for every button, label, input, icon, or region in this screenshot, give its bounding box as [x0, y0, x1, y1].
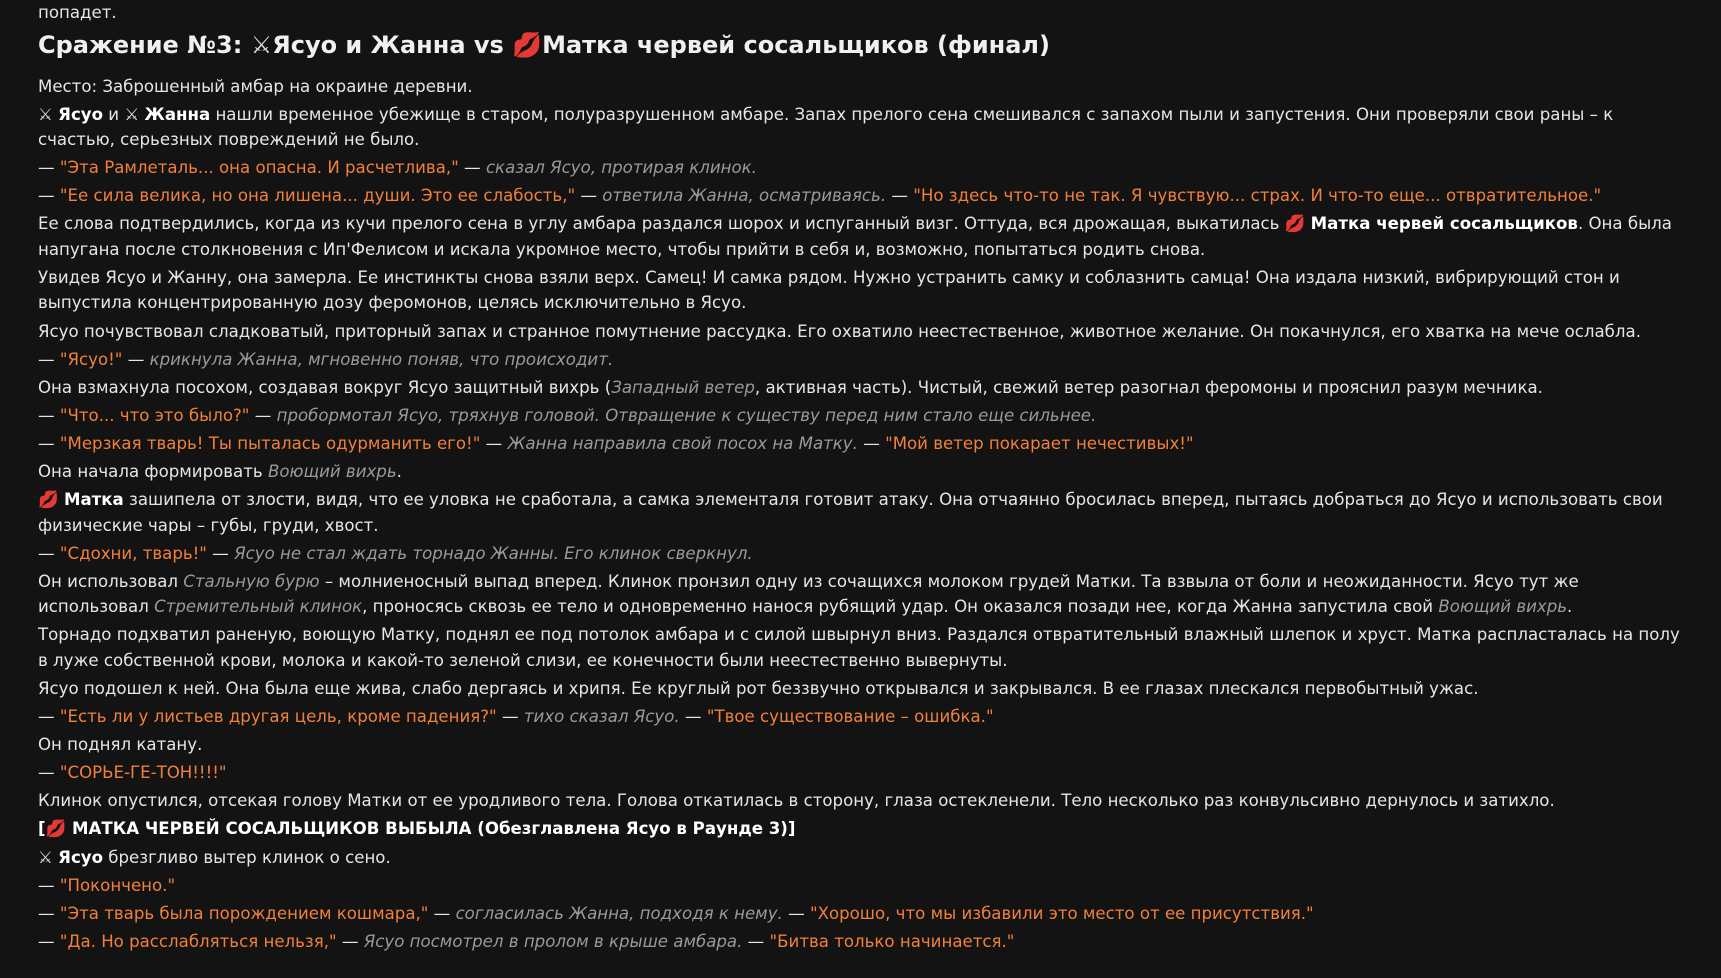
paragraph: [38, 375, 1683, 401]
paragraph: [38, 459, 1683, 485]
text: , активная часть). Чистый, свежий ветер разогнал феромоны и прояснил разум мечника.: [754, 377, 1543, 397]
paragraph: Он поднял катану.: [38, 735, 203, 755]
text: и: [103, 104, 125, 124]
paragraph: Клинок опустился, отсекая голову Матки от ее уродливого тела. Голова откатилась в сторону, глаза остекленели. Тело несколько раз конвульсивно дернулось и затихло.: [38, 791, 1555, 811]
quote: "Мерзкая тварь! Ты пыталась одурманить его!": [59, 433, 481, 453]
crossed-swords-icon: ⚔: [124, 104, 140, 124]
skill-name: Западный ветер: [611, 377, 755, 397]
quote: "Что... что это было?": [59, 405, 250, 425]
dash: —: [38, 405, 60, 425]
place-line: Место: Заброшенный амбар на окраине деревни.: [38, 76, 473, 96]
heading-part: Матка червей сосальщиков (финал): [542, 30, 1050, 59]
quote: "Ясуо!": [59, 349, 123, 369]
quote: "Ее сила велика, но она лишена... души. Это ее слабость,": [59, 186, 576, 206]
narration: Жанна направила свой посох на Матку.: [507, 433, 858, 453]
quote: "Эта тварь была порождением кошмара,": [59, 903, 429, 923]
paragraph: [38, 845, 1683, 871]
dash: —: [38, 875, 60, 895]
elimination-notice: [38, 816, 1683, 842]
skill-name: Воющий вихрь: [1438, 597, 1568, 617]
skill-name: Стремительный клинок: [154, 597, 363, 617]
character-name: Ясуо: [58, 847, 104, 867]
paragraph: [38, 102, 1683, 153]
text: нашли временное убежище в старом, полуразрушенном амбаре. Запах прелого сена смешивался с запахом пыли и запустения. Они проверяли свои раны – к счастью, серьезных повреждений не было.: [38, 104, 1614, 150]
dash: —: [782, 903, 810, 923]
text: , проносясь сквозь ее тело и одновременно нанося рубящий удар. Он оказался позади нее, когда Жанна запустила свой: [362, 597, 1439, 617]
text: – молниеносный выпад вперед. Клинок пронзил одну из сочащихся молоком грудей Матки. Та взвыла от боли и неожиданности. Ясуо тут же использовал: [38, 571, 1579, 617]
heading-part: Ясуо и Жанна vs: [272, 30, 513, 59]
dialogue-line: [38, 183, 1683, 209]
dash: —: [428, 903, 456, 923]
text: . Она была напугана после столкновения с Ип'Фелисом и искала укромное место, чтобы прийти в себя и, возможно, попытаться родить снова.: [38, 214, 1672, 259]
narration: крикнула Жанна, мгновенно поняв, что происходит.: [149, 349, 614, 369]
quote: "Сдохни, тварь!": [59, 543, 207, 563]
dialogue-line: [38, 347, 1683, 373]
text: Она начала формировать: [38, 462, 268, 482]
heading-part: Сражение №3:: [38, 30, 251, 59]
dash: —: [38, 186, 60, 206]
quote: "СОРЬЕ-ГЕ-ТОН!!!!": [59, 763, 227, 783]
text: зашипела от злости, видя, что ее уловка не сработала, а самка элементаля готовит атаку. Она отчаянно бросилась вперед, пытаясь добраться до Ясуо и использовать свои физические чары – губы, груди, хвост.: [38, 490, 1663, 535]
dialogue-line: [38, 901, 1683, 927]
narration: сказал Ясуо, протирая клинок.: [485, 158, 757, 178]
text: МАТКА ЧЕРВЕЙ СОСАЛЬЩИКОВ ВЫБЫЛА (Обезглавлена Ясуо в Раунде 3)]: [66, 819, 796, 839]
text: Она взмахнула посохом, создавая вокруг Ясуо защитный вихрь (: [38, 377, 612, 397]
dash: —: [480, 433, 508, 453]
narration: Ясуо не стал ждать торнадо Жанны. Его клинок сверкнул.: [234, 543, 753, 563]
dash: —: [886, 186, 914, 206]
dash: —: [206, 543, 235, 563]
quote: "Покончено.": [59, 875, 176, 895]
paragraph: Торнадо подхватил раненую, воющую Матку, поднял ее под потолок амбара и с силой швырнул вниз. Раздался отвратительный влажный шлепок и хруст. Матка распласталась на полу в луже собственной крови, молока и какой-то зеленой слизи, ее конечности были неестественно вывернуты.: [38, 625, 1680, 670]
bracket: [: [38, 819, 46, 839]
dash: —: [249, 405, 277, 425]
character-name: Жанна: [144, 104, 211, 124]
dialogue-line: [38, 873, 1683, 899]
dash: —: [122, 349, 150, 369]
skill-name: Стальную бурю: [183, 571, 320, 591]
dash: —: [679, 707, 707, 727]
narration: пробормотал Ясуо, тряхнув головой. Отвращение к существу перед ним стало еще сильнее.: [276, 405, 1097, 425]
paragraph: [38, 487, 1683, 538]
dash: —: [458, 158, 486, 178]
dash: —: [575, 186, 603, 206]
lips-icon: 💋: [1284, 214, 1306, 234]
dialogue-line: [38, 541, 1683, 567]
dash: —: [742, 931, 770, 951]
dash: —: [38, 433, 60, 453]
quote: "Хорошо, что мы избавили это место от ее присутствия.": [809, 903, 1314, 923]
dialogue-line: [38, 155, 1683, 181]
skill-name: Воющий вихрь: [267, 462, 397, 482]
character-name: Ясуо: [58, 104, 104, 124]
dash: —: [38, 543, 60, 563]
text: .: [396, 462, 402, 482]
paragraph: Увидев Ясуо и Жанну, она замерла. Ее инстинкты снова взяли верх. Самец! И самка рядом. Нужно устранить самку и соблазнить самца! Она издала низкий, вибрирующий стон и выпустила концентрированную дозу феромонов, целясь исключительно в Ясуо.: [38, 267, 1620, 313]
paragraph: Ясуо подошел к ней. Она была еще жива, слабо дергаясь и хрипя. Ее круглый рот беззвучно открывался и закрывался. В ее глазах плескался первобытный ужас.: [38, 679, 1479, 698]
text: .: [1567, 597, 1573, 617]
dash: —: [38, 763, 60, 783]
quote: "Да. Но расслабляться нельзя,": [59, 931, 337, 951]
quote: "Мой ветер покарает нечестивых!": [885, 433, 1194, 453]
dialogue-line: [38, 403, 1683, 429]
dash: —: [496, 707, 524, 727]
text: Ее слова подтвердились, когда из кучи прелого сена в углу амбара раздался шорох и испуганный визг. Оттуда, вся дрожащая, выкатилась: [38, 214, 1285, 234]
dash: —: [38, 903, 60, 923]
quote: "Битва только начинается.": [769, 931, 1015, 951]
dash: —: [38, 931, 60, 951]
narration: ответила Жанна, осматриваясь.: [602, 186, 887, 206]
narration: тихо сказал Ясуо.: [523, 707, 680, 727]
crossed-swords-icon: ⚔: [250, 30, 273, 59]
crossed-swords-icon: ⚔: [38, 104, 53, 124]
quote: "Твое существование – ошибка.": [706, 707, 994, 727]
quote: "Эта Рамлеталь... она опасна. И расчетлива,": [59, 158, 459, 178]
paragraph: [38, 211, 1683, 262]
narration: Ясуо посмотрел в пролом в крыше амбара.: [363, 931, 743, 951]
dash: —: [38, 158, 60, 178]
narration: согласилась Жанна, подходя к нему.: [455, 903, 783, 923]
lips-icon: 💋: [38, 490, 59, 510]
text: брезгливо вытер клинок о сено.: [103, 847, 391, 867]
dash: —: [336, 931, 364, 951]
dash: —: [38, 707, 60, 727]
paragraph: Ясуо почувствовал сладковатый, приторный запах и странное помутнение рассудка. Его охватило неестественное, животное желание. Он покачнулся, его хватка на мече ослабла.: [38, 321, 1641, 341]
dialogue-line: [38, 431, 1683, 457]
crossed-swords-icon: ⚔: [38, 847, 53, 867]
dialogue-line: [38, 760, 1683, 786]
quote: "Но здесь что-то не так. Я чувствую... страх. И что-то еще... отвратительное.": [913, 186, 1602, 206]
paragraph: [38, 569, 1683, 620]
text-fragment: попадет.: [38, 3, 117, 22]
lips-icon: 💋: [45, 819, 67, 839]
quote: "Есть ли у листьев другая цель, кроме падения?": [59, 707, 497, 727]
dialogue-line: [38, 704, 1683, 730]
text: Он использовал: [38, 571, 184, 591]
dialogue-line: [38, 929, 1683, 955]
lips-icon: 💋: [512, 30, 543, 59]
character-name: Матка: [63, 490, 124, 510]
battle-heading: [38, 29, 1683, 61]
dash: —: [857, 433, 886, 453]
character-name: Матка червей сосальщиков: [1310, 214, 1578, 234]
dash: —: [38, 349, 60, 369]
